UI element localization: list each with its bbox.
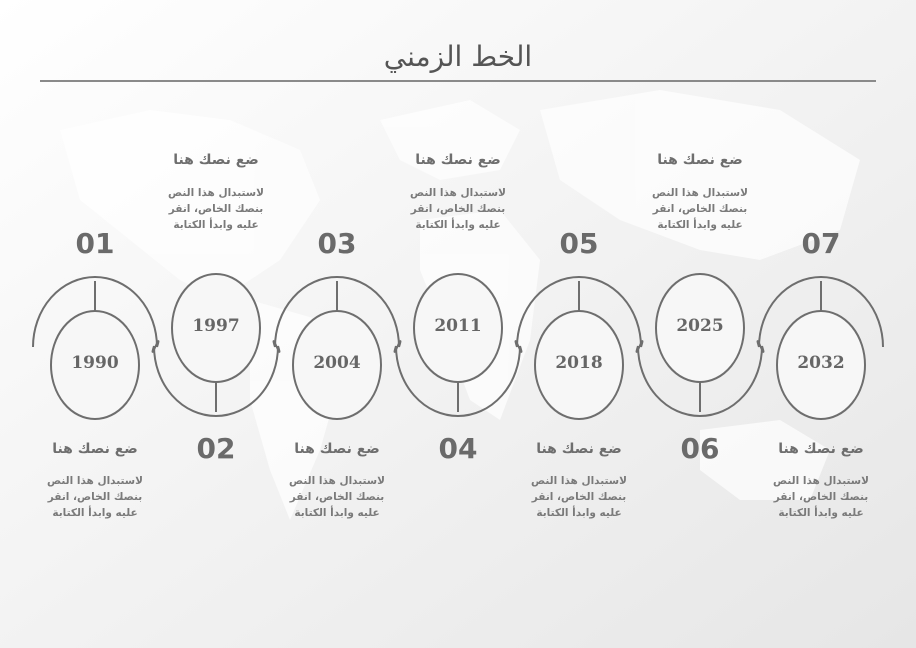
milestone-text[interactable]: لاستبدال هذا النص بنصك الخاص، انقر عليه وابدأ الكتابة xyxy=(168,187,264,231)
milestone-year: 2018 xyxy=(555,353,603,373)
milestone-text[interactable]: لاستبدال هذا النص بنصك الخاص، انقر عليه وابدأ الكتابة xyxy=(773,475,869,519)
page-title: الخط الزمني xyxy=(383,40,533,73)
milestone-heading[interactable]: ضع نصك هنا xyxy=(294,441,380,457)
milestone-number: 01 xyxy=(75,227,115,260)
milestone-text[interactable]: لاستبدال هذا النص بنصك الخاص، انقر عليه وابدأ الكتابة xyxy=(410,187,506,231)
milestone-heading[interactable]: ضع نصك هنا xyxy=(778,441,864,457)
milestone-number: 06 xyxy=(680,432,720,465)
milestone-text[interactable]: لاستبدال هذا النص بنصك الخاص، انقر عليه وابدأ الكتابة xyxy=(289,475,385,519)
milestone-year: 1997 xyxy=(192,316,240,336)
milestone-year: 2025 xyxy=(676,316,724,336)
milestone-text[interactable]: لاستبدال هذا النص بنصك الخاص، انقر عليه وابدأ الكتابة xyxy=(652,187,748,231)
milestone-text[interactable]: لاستبدال هذا النص بنصك الخاص، انقر عليه وابدأ الكتابة xyxy=(531,475,627,519)
milestone-year: 2004 xyxy=(313,353,361,373)
milestone-number: 04 xyxy=(438,432,478,465)
milestone-number: 05 xyxy=(559,227,599,260)
timeline-link xyxy=(153,341,159,352)
milestone-heading[interactable]: ضع نصك هنا xyxy=(173,152,259,168)
milestone-heading[interactable]: ضع نصك هنا xyxy=(657,152,743,168)
milestone-number: 03 xyxy=(317,227,357,260)
milestone-year: 1990 xyxy=(71,353,119,373)
milestone-number: 07 xyxy=(801,227,841,260)
milestone-heading[interactable]: ضع نصك هنا xyxy=(415,152,501,168)
timeline-link xyxy=(758,341,764,352)
milestone-text[interactable]: لاستبدال هذا النص بنصك الخاص، انقر عليه وابدأ الكتابة xyxy=(47,475,143,519)
timeline-link xyxy=(637,341,643,352)
milestone-heading[interactable]: ضع نصك هنا xyxy=(536,441,622,457)
milestone-heading[interactable]: ضع نصك هنا xyxy=(52,441,138,457)
milestone-year: 2011 xyxy=(434,316,482,336)
timeline-link xyxy=(516,341,522,352)
timeline-link xyxy=(395,341,401,352)
timeline-link xyxy=(274,341,280,352)
milestone-number: 02 xyxy=(196,432,236,465)
milestone-year: 2032 xyxy=(797,353,845,373)
